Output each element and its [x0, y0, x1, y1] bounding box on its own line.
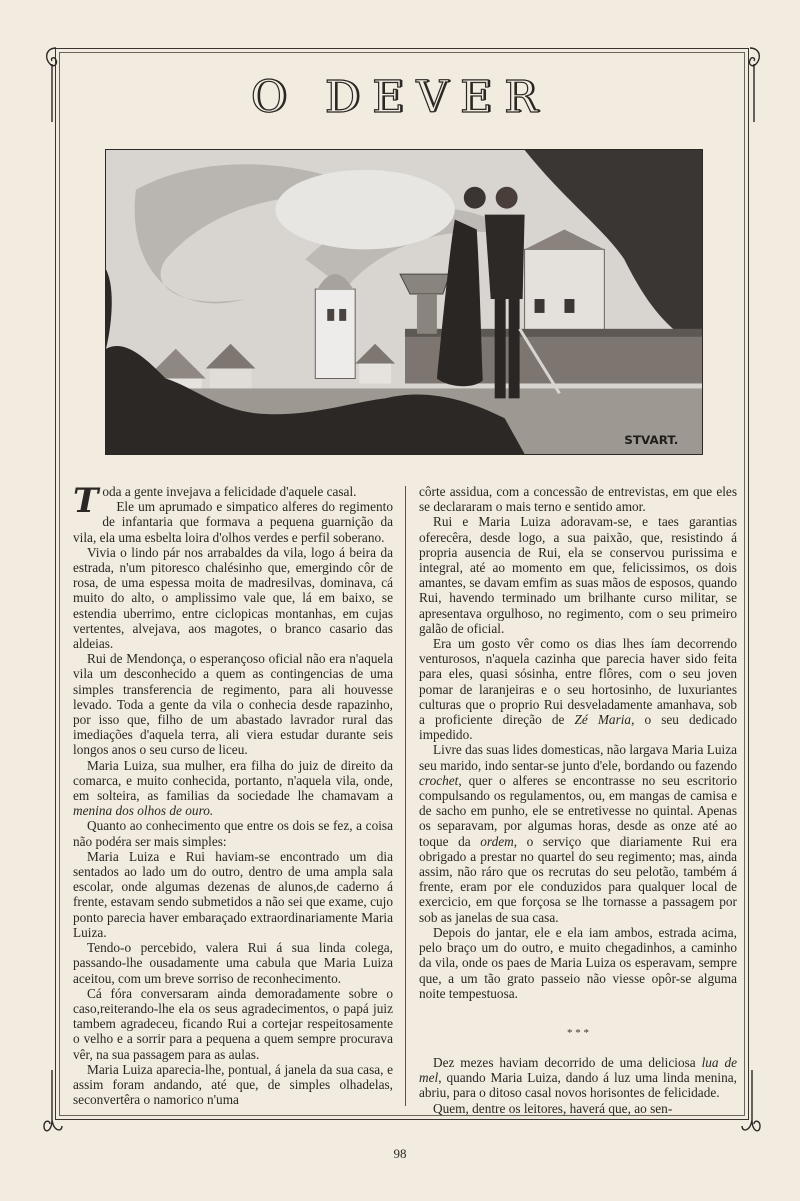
ornament-bottom-right-icon	[740, 1070, 764, 1150]
paragraph: Rui de Mendonça, o esperançoso oficial não era n'aquela vila um desconhecido a quem as contingencias de uma simples transferencia de regimento, para ali houvesse levado. Toda a gente da vila o conhecia desde rapazinho, por isso que, filho de um abastado lavrador rural das imediações d'aquela terra, ali viera estudar durante seis longos anos o seu curso de liceu.	[73, 651, 393, 758]
column-divider	[405, 486, 406, 1106]
paragraph: Toda a gente invejava a felicidade d'aquele casal.	[73, 481, 357, 521]
paragraph: Maria Luiza, sua mulher, era filha do juiz de direito da comarca, e muito conhecida, portanto, n'aquela vila, onde, em solteira, as familias da sociedade lhe chamavam a menina dos olhos de ouro.	[73, 757, 393, 819]
page-title: O DEVER	[250, 72, 550, 123]
paragraph: Dez mezes haviam decorrido de uma deliciosa lua de mel, quando Maria Luiza, dando á luz uma linda menina, abriu, para o ditoso casal novos horisontes de felicidade.	[419, 1054, 737, 1101]
text-column-right	[419, 484, 737, 1116]
ornament-bottom-left-icon	[40, 1070, 64, 1150]
illustration-signature: STVART.	[624, 433, 679, 448]
paragraph: Depois do jantar, ele e ela iam ambos, estrada acima, pelo braço um do outro, e muito chegadinhos, a caminho da vila, onde os paes de Maria Luiza os esperavam, sempre que, a um tão grato passeio não viesse opôr-se alguma noite tempestuosa.	[419, 924, 737, 1001]
paragraph: Maria Luiza aparecia-lhe, pontual, á janela da sua casa, e assim foram andando, até que, de simples olhadelas, seconvertêra o namorico n'uma	[73, 1061, 393, 1108]
page-number: 98	[393, 1146, 407, 1161]
paragraph: Maria Luiza e Rui haviam-se encontrado um dia sentados ao lado um do outro, dentro de uma ampla sala escolar, onde algumas dezenas de alunos,de caderno á frente, estavam sendo submetidos a não sei que exame, cujo ponto parecia haver embaraçado extraordinariamente Maria Luiza.	[73, 848, 393, 940]
paragraph: Tendo-o percebido, valera Rui á sua linda colega, passando-lhe ousadamente uma cabula que Maria Luiza aceitou, com um breve sorriso de reconhecimento.	[73, 940, 393, 986]
paragraph: Cá fóra conversaram ainda demoradamente sobre o caso,reiterando-lhe ela os seus agradecimentos, o papá juiz tambem agradeceu, ficando Rui a cortejar respeitosamente o velho e a sorrir para a pequena a quem sempre procurava vêr, na sua passagem para as aulas.	[73, 985, 393, 1062]
paragraph: Quanto ao conhecimento que entre os dois se fez, a coisa não podéra ser mais simples:	[73, 818, 393, 849]
paragraph: côrte assidua, com a concessão de entrevistas, em que eles se declararam o mais terno e sentido amor.	[419, 484, 737, 515]
paragraph: Quem, dentre os leitores, haverá que, ao sen-	[433, 1100, 673, 1116]
text-column-left	[73, 481, 393, 1108]
paragraph: Livre das suas lides domesticas, não largava Maria Luiza seu marido, indo sentar-se junto d'ele, bordando ou fazendo crochet, quer o alferes se encontrasse no seu escritorio compulsando os regulamentos, ou, em mangas de camisa e de sacho em punho, ele se entretivesse no quintal. Apenas os separavam, por algumas horas, desde as onze até ao toque da ordem, o serviço que diariamente Rui era obrigado a prestar no quartel do seu regimento; mas, ainda assim, não ráro que os recrutas do seu pelotão, também á frente, eram por ele conduzidos para qualquer local de exercicio, em que forçosa se lhe tornasse a passagem por sob as janelas de sua casa.	[419, 742, 738, 925]
paragraph: Ele um aprumado e simpatico alferes do regimento de infantaria que formava a pequena guarnição da vila, ela uma esbelta loira d'olhos verdes e perfil soberano.	[73, 499, 393, 545]
paragraph: Era um gosto vêr como os dias lhes íam decorrendo venturosos, n'aquela cazinha que parecia haver sido feita para eles, quasi sósinha, entre flôres, com o seu joven pomar de laranjeiras e o seu hortosinho, de luxuriantes culturas que o proprio Rui desveladamente amanhava, sob a proficiente direção de Zé Maria, o seu dedicado impedido.	[419, 636, 738, 743]
dropcap: T	[73, 481, 99, 521]
section-separator: * * *	[567, 1026, 589, 1039]
illustration	[105, 149, 703, 455]
paragraph: Rui e Maria Luiza adoravam-se, e taes garantias oferecêra, desde logo, a sua paixão, que, resistindo á propria ausencia de Rui, ela se conservou purissima e integral, até ao momento em que, felicissimos, os dois amantes, se davam emfim as suas mãos de esposos, quando Rui, havendo terminado um brilhante curso militar, se apresentava orgulhoso, no regimento, com o seu primeiro galão de oficial.	[419, 514, 737, 636]
paragraph: Vivia o lindo pár nos arrabaldes da vila, logo á beira da estrada, n'um pitoresco chalésinho que, emergindo côr de rosa, de uma espessa moita de madresilvas, dominava, cá muito do alto, o amplissimo vale que, lá em baixo, se estendia uberrimo, entre ciclopicas montanhas, em cujas vertentes, alvejava, aos magotes, o branco casario das aldeias.	[73, 544, 393, 652]
